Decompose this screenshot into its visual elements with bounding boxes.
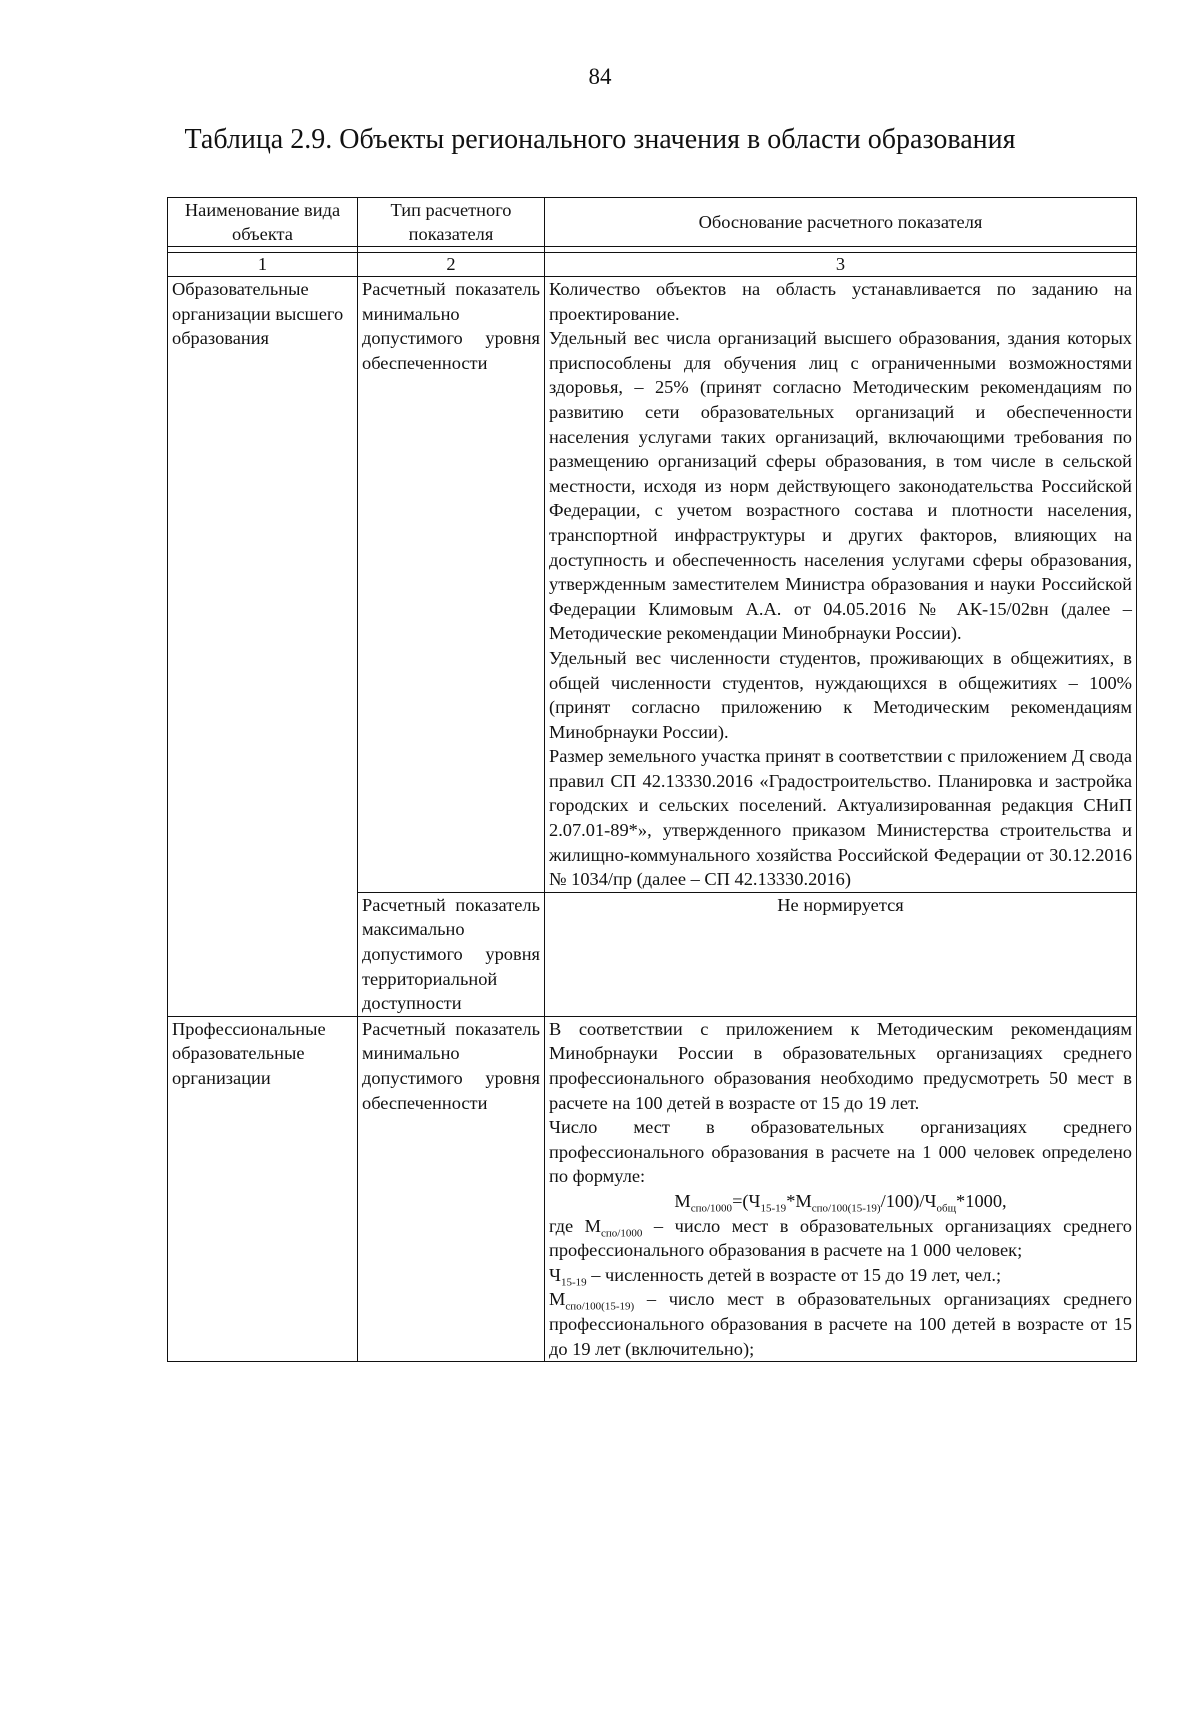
education-objects-table	[167, 197, 1137, 1362]
column-number: 3	[545, 253, 1137, 277]
indicator-type-cell: Расчетный показатель максимально допустимого уровня территориальной доступности	[358, 892, 545, 1016]
basis-paragraph: Удельный вес числа организаций высшего образования, здания которых приспособлены для обучения лиц с ограниченными возможностями здоровья, – 25% (принят согласно Методическим рекомендациям по развитию сети образовательных организаций и обеспеченности населения услугами таких организаций, включающими требования по размещению организаций сферы образования, в том числе в сельской местности, исходя из норм действующего законодательства Российской Федерации, с учетом возрастного состава и плотности населения, транспортной инфраструктуры и других факторов, влияющих на доступность и обеспеченность населения услугами сферы образования, утвержденным заместителем Министра образования и науки Российской Федерации Климовым А.А. от 04.05.2016 № АК-15/02вн (далее – Методические рекомендации Минобрнауки России).	[549, 328, 1132, 644]
header-indicator-basis: Обоснование расчетного показателя	[545, 198, 1137, 247]
table-title: Таблица 2.9. Объекты регионального значения в области образования	[184, 124, 1016, 155]
indicator-basis-cell: Не нормируется	[545, 892, 1137, 1016]
column-number-row	[168, 253, 1137, 277]
object-name-cell: Профессиональные образовательные организации	[168, 1016, 358, 1361]
header-object-name: Наименование вида объекта	[168, 198, 358, 247]
formula-definition: $Ч_{15-19}$ – численность детей в возрасте от 15 до 19 лет, чел.;	[549, 1264, 1002, 1289]
column-number: 1	[168, 253, 358, 277]
basis-paragraph: Число мест в образовательных организациях среднего профессионального образования в расчете на 1 000 человек определено по формуле:	[549, 1117, 1132, 1187]
column-number: 2	[358, 253, 545, 277]
formula-definition: где $М_{спо/1000}$ – число мест в образовательных организациях среднего профессионального образования в расчете на 1 000 человек;	[549, 1215, 1132, 1261]
indicator-basis-cell	[545, 1016, 1137, 1361]
object-name-cell: Образовательные организации высшего образования	[168, 277, 358, 1017]
table-row	[168, 277, 1137, 893]
basis-paragraph: В соответствии с приложением к Методическим рекомендациям Минобрнауки России в образовательных организациях среднего профессионального образования необходимо предусмотреть 50 мест в расчете на 100 детей в возрасте от 15 до 19 лет.	[549, 1018, 1132, 1113]
table-row	[168, 1016, 1137, 1361]
indicator-type-cell: Расчетный показатель минимально допустимого уровня обеспеченности	[358, 1016, 545, 1361]
indicator-basis-cell	[545, 277, 1137, 893]
page-number: 84	[588, 64, 612, 89]
formula: $М_{спо/1000}=(Ч_{15-19}*М_{спо/100(15-19)}/100)/Ч_{общ}*1000$,	[674, 1190, 1007, 1215]
header-indicator-type: Тип расчетного показателя	[358, 198, 545, 247]
indicator-type-cell: Расчетный показатель минимально допустимого уровня обеспеченности	[358, 277, 545, 893]
formula-definition: $М_{спо/100(15-19)}$ – число мест в образовательных организациях среднего профессионального образования в расчете на 100 детей в возрасте от 15 до 19 лет (включительно);	[549, 1289, 1132, 1359]
basis-paragraph: Удельный вес численности студентов, проживающих в общежитиях, в общей численности студентов, нуждающихся в общежитиях – 100% (принят согласно приложению к Методическим рекомендациям Минобрнауки России).	[549, 647, 1132, 742]
basis-paragraph: Количество объектов на область устанавливается по заданию на проектирование.	[549, 279, 1132, 324]
basis-paragraph: Размер земельного участка принят в соответствии с приложением Д свода правил СП 42.13330.2016 «Градостроительство. Планировка и застройка городских и сельских поселений. Актуализированная редакция СНиП 2.07.01-89*», утвержденного приказом Министерства строительства и жилищно-коммунального хозяйства Российской Федерации от 30.12.2016 № 1034/пр (далее – СП 42.13330.2016)	[549, 746, 1132, 890]
table-header-row	[168, 198, 1137, 247]
